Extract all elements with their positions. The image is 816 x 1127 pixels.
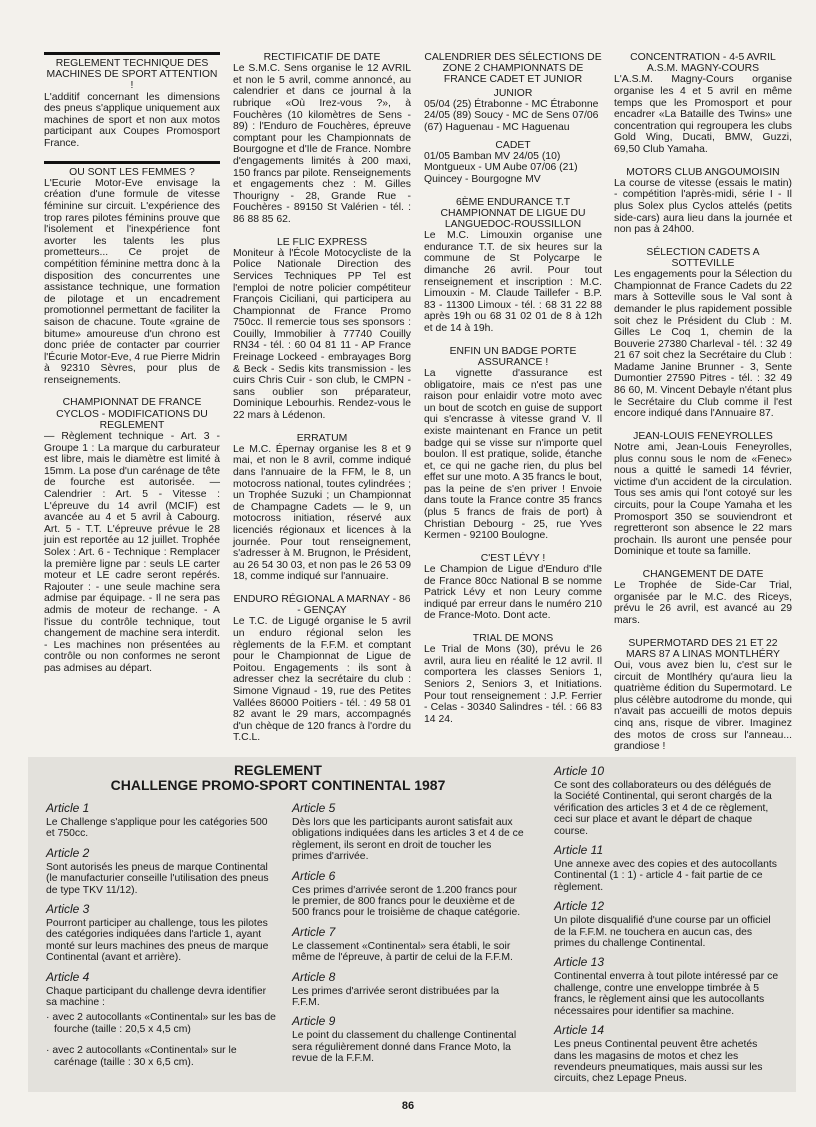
article (424, 346, 602, 542)
regulation-article-heading: Article 8 (292, 969, 336, 984)
regulation-article-body: Ces primes d'arrivée seront de 1.200 francs pour le premier, de 800 francs pour le deuxième et de 500 francs pour le troisième de chaque catégorie. (292, 884, 521, 919)
article (44, 167, 220, 387)
article (424, 633, 602, 725)
regulation-article-heading: Article 10 (554, 764, 605, 778)
regulation-article-body: Dès lors que les participants auront satisfait aux obligations indiquées dans les articles 3 et 4 de ce règlement, ils seront en droit de toucher les primes d'arrivée. (292, 817, 524, 863)
article (614, 431, 792, 558)
regulation-article-heading: Article 9 (292, 1014, 336, 1029)
article-title: C'EST LÉVY ! (480, 552, 546, 564)
article-body: La course de vitesse (essais le matin) - compétition l'après-midi, série I - Il plus Solex plus Cyclos attelés (petits side-cars) aura lieu dans la journée et non pas à 24h00. (614, 177, 792, 236)
regulation-article-heading: Article 2 (46, 845, 90, 860)
article (424, 52, 602, 86)
article-body: Notre ami, Jean-Louis Feneyrolles, plus connu sous le nom de «Fenec» nous a quitté le samedi 14 février, victime d'un accident de la circulation. Tous ses amis qui l'ont cotoyé sur les circuits, pour la Coupe Yamaha et les Promosport 350 se souviendront et regretteront son absence le 22 mars prochain. Ils auront une pensée pour Dominique et toute sa famille. (614, 442, 792, 558)
regulation-article-body: Pourront participer au challenge, tous les pilotes des catégories indiquées dans l'article 1, ayant monté sur leurs machines des pneus de marque Continental (avant et arrière). (46, 918, 269, 964)
article-body: — Règlement technique - Art. 3 - Groupe 1 : La marque du carburateur est libre, mais le diamètre est limité à 15mm. La pose d'un carénage de tête de fourche est autorisée. — Calendrier : Art. 5 - Vitesse : L'épreuve du 14 avril (MCIF) est avancée au 4 et 5 avril à Cabourg. Art. 5 - T.T. L'épreuve prévue le 28 juin est reportée au 12 juillet. Trophée Solex : Art. 6 - Technique : Remplacer la première ligne par : seuls LE carter moteur et LE cadre seront repérés. Rajouter : - une seule machine sera admise par équipage. - Il ne sera pas admis de moteur de rechange. - A l'issue du contrôle technique, tout changement de machine sera interdit. - Les machines non présentées au contrôle ou non conformes ne seront pas admises au départ. (44, 431, 220, 674)
article (614, 52, 792, 156)
article-body: L'Ecurie Motor-Eve envisage la création d'une formule de vitesse féminine sur circuit. L'expérience des trop rares pilotes féminins prouve que l'isolement et l'inexpérience font avorter les talents les plus prometteurs... Ce projet de compétition féminine mettra donc à la disposition des concurrentes une assistance technique, une formation de pilotage et un encadrement promotionnel permettant de faciliter la saison de chacune. Toute «graine de bitume» amoureuse d'un chrono est donc priée de contacter par courrier l'Écurie Motor-Eve, 4 rue Pierre Midrin à 92310 Sèvres, pour plus de renseignements. (44, 177, 220, 386)
article (424, 197, 602, 335)
regulation-article-body: Le point du classement du challenge Continental sera régulièrement donné dans France Moto, la revue de la F.F.M. (292, 1030, 517, 1065)
article-body: Moniteur à l'École Motocycliste de la Police Nationale Direction des Services Techniques PP Tel est l'emploi de notre policier compétiteur François Ciciliani, qui participera au Championnat de France Promo 750cc. Il remercie tous ses sponsors : Couilly, Immobilier à 77740 Couilly RN34 - tél. : 60 04 81 11 - AP France Freinage Lockeed - embrayages Borg & Beck - Sedis kits transmission - les cuirs Chris Cuir - son club, le CMPN - sans oublier son préparateur, Dominique Lebourhis. Rendez-vous le 22 mars à Lédenon. (233, 247, 411, 422)
regulation-list-item: · avec 2 autocollants «Continental» sur les bas de fourche (taille : 20,5 x 4,5 cm) (46, 1012, 276, 1035)
column-4 (614, 52, 792, 764)
article-title: ERRATUM (296, 432, 348, 444)
regulation-column-2 (292, 795, 524, 1065)
article-title: SUPERMOTARD DES 21 ET 22 MARS 87 A LINAS MONTLHÉRY (626, 637, 780, 660)
page-number: 86 (401, 1100, 415, 1112)
article-title: JUNIOR (493, 87, 533, 99)
regulation-article-heading: Article 14 (554, 1023, 605, 1038)
column-3 (424, 52, 602, 736)
article (233, 433, 411, 583)
article-body: Les engagements pour la Sélection du Championnat de France Cadets du 22 mars à Sotteville sous le Val sont à demander le plus rapidement possible soit chez le Président du Club : M. Gilles Le Coq 1, chemin de la Bouverie 27380 Charleval - tél. : 32 49 21 67 soit chez la Secrétaire du Club : Madame Janine Brunner - 3, Sente Dumontier 27590 Pitres - tél. : 32 49 86 60, M. Vincent Debayle n'étant plus le Secrétaire du Club comme il l'est encore indiqué dans l'Annuaire 87. (614, 269, 792, 420)
article (614, 247, 792, 420)
article-body: L'additif concernant les dimensions des pneus s'applique uniquement aux machines de sport et non aux motos participant aux Coupes Promosport France. (44, 91, 220, 149)
article-body: 01/05 Bamban MV 24/05 (10) Montgueux - UM Aube 07/06 (21) Quincey - Bourgogne MV (424, 150, 578, 185)
regulation-column-1 (46, 795, 276, 1078)
article (233, 237, 411, 422)
article-body: Le M.C. Épernay organise les 8 et 9 mai, et non le 8 avril, comme indiqué dans l'annuaire de la FFM, le 8, un motocross national, toutes cylindrées ; un Trophée Suzuki ; un Championnat de Champagne Cadets — le 9, un motocross initiation, réservé aux licenciés régionaux et licences à la journée. Pour tout renseignement, s'adresser à M. Brugnon, le Président, au 26 54 30 03, et non pas le 26 53 09 18, comme indiqué sur l'annuaire. (233, 443, 411, 583)
regulation-article-body: Les pneus Continental peuvent être achetés dans les magasins de motos et chez les revendeurs pneumatiques, mais aussi sur les circuits, chez Lepage Pneus. (554, 1039, 763, 1085)
article-title: CALENDRIER DES SÉLECTIONS DE ZONE 2 CHAMPIONNATS DE FRANCE CADET ET JUNIOR (424, 52, 602, 86)
regulation-column-3 (554, 758, 780, 1085)
article-body: L'A.S.M. Magny-Cours organise organise les 4 et 5 avril en même temps que les Promosport et pour encadrer «La Bataille des Twins» une concentration qui regroupera les clubs Gold Wing, Ducati, BMW, Guzzi, 69,50 Club Yamaha. (614, 74, 792, 155)
article-title: REGLEMENT TECHNIQUE DES MACHINES DE SPORT ATTENTION ! (46, 58, 218, 92)
article-body: Oui, vous avez bien lu, c'est sur le circuit de Montlhéry qu'aura lieu la quatrième édition du Supermotard. Le plus célèbre autodrome du monde, qui n'avait pas accueilli de motos depuis cinq ans, risque de vibrer. Imaginez des motos de cross sur l'anneau... grandiose ! (614, 659, 792, 753)
divider (44, 52, 220, 55)
regulation-article-body: Chaque participant du challenge devra identifier sa machine : (46, 985, 267, 1009)
column-1 (44, 52, 220, 686)
regulation-article-heading: Article 7 (292, 924, 336, 939)
regulation-article-heading: Article 3 (46, 902, 90, 917)
article-title: ENFIN UN BADGE PORTE ASSURANCE ! (449, 345, 577, 368)
article (424, 553, 602, 622)
article-title: CADET (495, 139, 531, 151)
article-title: 6ÈME ENDURANCE T.T CHAMPIONNAT DE LIGUE DU LANGUEDOC-ROUSSILLON (440, 196, 586, 230)
regulation-subtitle: CHALLENGE PROMO-SPORT CONTINENTAL 1987 (110, 777, 446, 793)
regulation-article-heading: Article 5 (292, 801, 336, 815)
article-title: CHAMPIONNAT DE FRANCE CYCLOS - MODIFICATIONS DU REGLEMENT (56, 397, 208, 431)
article-title: MOTORS CLUB ANGOUMOISIN (626, 166, 780, 178)
article-title: CHANGEMENT DE DATE (642, 569, 764, 580)
article (44, 397, 220, 674)
divider (44, 161, 220, 164)
article-title: RECTIFICATIF DE DATE (263, 52, 381, 63)
article-title: OU SONT LES FEMMES ? (69, 166, 195, 178)
regulation-title: REGLEMENT (234, 762, 322, 778)
column-2 (233, 52, 411, 755)
article-body: Le M.C. Limouxin organise une endurance T.T. de six heures sur la commune de St Polycarpe le dimanche 26 avril. Pour tout renseignement et inscription : M.C. Limouxin - M. Claude Taillefer - B.P. 83 - 11300 Limoux - tél. : 68 31 22 88 après 19h ou 68 31 02 01 de 8 à 12h et de 14 à 19h. (424, 230, 602, 334)
article-body: La vignette d'assurance est obligatoire, mais ce n'est pas une raison pour enlaidir votre moto avec un bout de scotch en guise de support qui s'encrasse à vitesse grand V. Il existe maintenant en France un petit badge qui se visse sur n'importe quel boulon. Il est pratique, solide, étanche et, ce qui ne gache rien, du plus bel effet sur une moto. A 35 francs le bout, pas la peine de s'en priver ! Envoie dans toute la France contre 35 francs (plus 5 francs de frais de port) à Christian Debourg - 25, rue Yves Kermen - 92100 Boulogne. (424, 367, 602, 542)
article-title: TRIAL DE MONS (472, 633, 554, 645)
regulation-article-heading: Article 11 (554, 843, 604, 858)
regulation-article-heading: Article 12 (554, 899, 605, 914)
article-title: JEAN-LOUIS FENEYROLLES (633, 430, 773, 442)
article-body: Le Trial de Mons (30), prévu le 26 avril, aura lieu en réalité le 12 avril. Il comportera les classes Seniors 1, Seniors 2, Seniors 3, et Initiations. Pour tout renseignement : J.P. Ferrier - Celas - 30340 Salindres - tél. : 66 83 14 24. (424, 644, 602, 725)
regulation-article-body: Le Challenge s'applique pour les catégories 500 et 750cc. (46, 817, 268, 840)
article-body: Le T.C. de Ligugé organise le 5 avril un enduro régional selon les règlements de la F.F.M. et comptant pour le Championnat de Ligue de Poitou. Engagements : ils sont à adresser chez la secrétaire du club : Simone Vignaud - 19, rue des Petites Vallées 86000 Poitiers - tél. : 49 58 01 82 avant le 29 mars, accompagnés d'un chèque de 120 francs à l'ordre du T.C.L. (233, 616, 411, 744)
article (424, 140, 602, 186)
article-title: ENDURO RÉGIONAL A MARNAY - 86 - GENÇAY (233, 593, 411, 617)
regulation-article-heading: Article 13 (554, 955, 605, 970)
article-title: SÉLECTION CADETS A SOTTEVILLE (646, 246, 760, 269)
article-body: Le Champion de Ligue d'Enduro d'Ile de France 80cc National B se nomme Patrick Lévy et non Leury comme indiqué par erreur dans le numéro 210 de France-Moto. Dont acte. (424, 564, 602, 622)
article-body: Le S.M.C. Sens organise le 12 AVRIL et non le 5 avril, comme annoncé, au calendrier et dans ce journal à la rubrique «Où Irez-vous ?», à Fouchères (10 kilomètres de Sens - 89) : l'Enduro de Fouchères, épreuve comptant pour les Championnats de Bourgogne et d'Ile de France. Nombre d'engagements limités à 200 maxi, 150 francs par pilote. Renseignements et engagements chez : M. Gilles Thourigny - 28, Grande Rue - Fouchères - 89150 St Valérien - tél. : 86 88 85 62. (233, 63, 411, 225)
regulation-article-body: Les primes d'arrivée seront distribuées par la F.F.M. (292, 985, 500, 1009)
article (424, 88, 602, 134)
regulation-article-heading: Article 4 (46, 969, 90, 984)
article (233, 52, 411, 226)
regulation-article-body: Ce sont des collaborateurs ou des délégués de la Société Continental, qui seront chargés de la vérification des articles 3 et 4 de ce règlement, ceci sur place et avant le départ de chaque course. (554, 780, 772, 837)
article (233, 594, 411, 744)
article-body: 05/04 (25) Étrabonne - MC Étrabonne 24/05 (89) Soucy - MC de Sens 07/06 (67) Haguenau - MC Haguenau (424, 98, 599, 133)
regulation-list-item: · avec 2 autocollants «Continental» sur le carénage (taille : 30 x 6,5 cm). (46, 1045, 237, 1068)
regulation-article-body: Le classement «Continental» sera établi, le soir même de l'épreuve, à partir de celui de la F.F.M. (292, 940, 513, 964)
regulation-article-body: Une annexe avec des copies et des autocollants Continental (1 : 1) - article 4 - fait partie de ce règlement. (554, 859, 777, 893)
regulation-article-body: Un pilote disqualifié d'une course par un officiel de la F.F.M. ne touchera en aucun cas, des primes du challenge Continental. (554, 915, 771, 950)
regulation-article-body: Sont autorisés les pneus de marque Continental (le manufacturier conseille l'utilisation des pneus de type TKV 11/12). (46, 861, 269, 896)
article (614, 569, 792, 627)
article-title: CONCENTRATION - 4-5 AVRIL A.S.M. MAGNY-COURS (630, 52, 776, 75)
article (614, 638, 792, 753)
article-title: LE FLIC EXPRESS (276, 236, 368, 248)
article-body: Le Trophée de Side-Car Trial, organisée par le M.C. des Riceys, prévu le 26 avril, est avancé au 29 mars. (614, 580, 792, 626)
regulation-article-heading: Article 6 (292, 868, 336, 883)
article (44, 58, 220, 150)
article (614, 167, 792, 236)
regulation-article-body: Continental enverra à tout pilote intéressé par ce challenge, contre une enveloppe timbrée à 5 francs, le règlement ainsi que les autocollants nécessaires pour identifier sa machine. (554, 971, 779, 1017)
regulation-article-heading: Article 1 (46, 801, 90, 815)
